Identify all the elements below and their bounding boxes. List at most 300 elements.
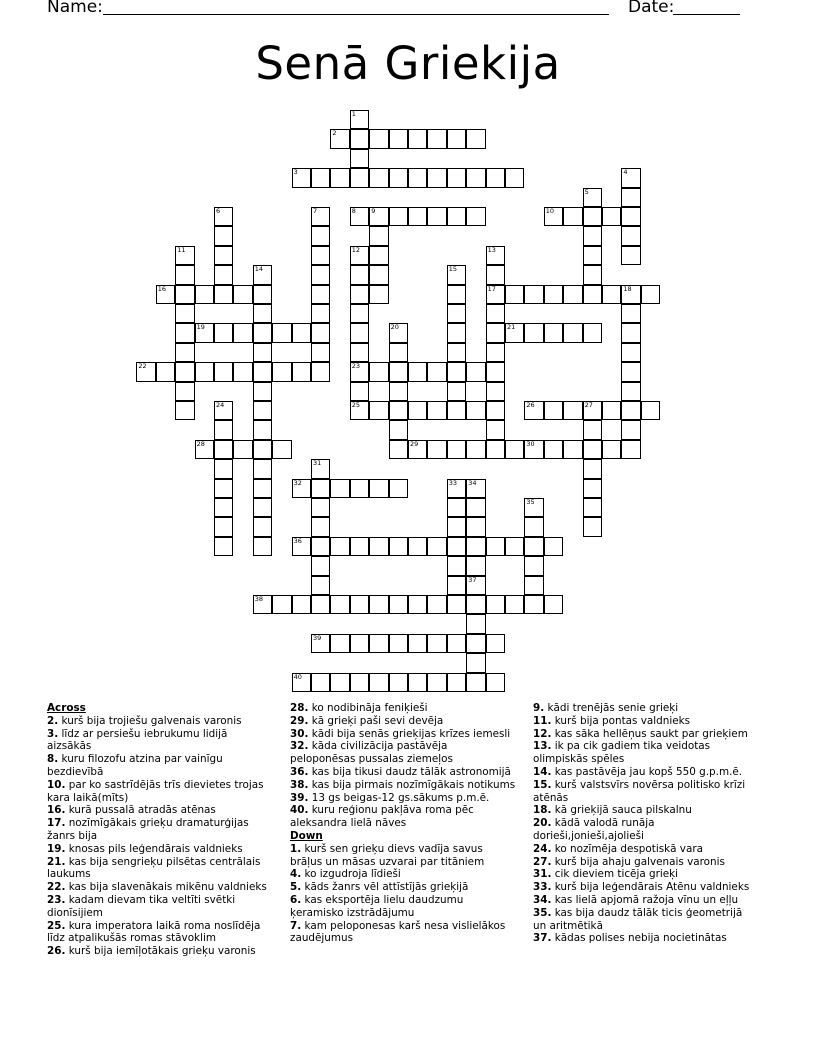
clue-item-text: kādi trenējās senie grieķi: [544, 702, 679, 714]
clue-item-text-cont: un aritmētikā: [533, 919, 603, 932]
grid-cell[interactable]: [292, 479, 311, 498]
grid-cell[interactable]: [524, 323, 543, 342]
clue-item-number: 21.: [47, 855, 66, 868]
clue-item-text: kadam dievam tika veltīti svētki: [65, 893, 236, 906]
grid-cell[interactable]: [214, 265, 233, 284]
grid-cell[interactable]: [427, 129, 446, 148]
grid-cell[interactable]: [330, 168, 349, 187]
grid-cell[interactable]: [447, 673, 466, 692]
grid-cell[interactable]: [253, 440, 272, 459]
grid-cell[interactable]: [350, 343, 369, 362]
grid-cell[interactable]: [447, 129, 466, 148]
grid-cell[interactable]: [583, 440, 602, 459]
grid-cell[interactable]: [602, 440, 621, 459]
grid-cell[interactable]: [466, 479, 485, 498]
grid-cell[interactable]: [524, 517, 543, 536]
clue-item-number: 40.: [290, 804, 309, 817]
grid-cell[interactable]: [621, 285, 640, 304]
grid-cell[interactable]: [292, 362, 311, 381]
clues-column-3: [533, 702, 773, 945]
grid-cell[interactable]: [505, 595, 524, 614]
grid-cell[interactable]: [447, 285, 466, 304]
clue-number: 37: [468, 575, 477, 584]
grid-cell[interactable]: [466, 440, 485, 459]
grid-cell[interactable]: [311, 323, 330, 342]
grid-cell[interactable]: [214, 537, 233, 556]
grid-cell[interactable]: [369, 246, 388, 265]
grid-cell[interactable]: [408, 207, 427, 226]
grid-cell[interactable]: [486, 440, 505, 459]
clue-item-number: 24.: [533, 842, 552, 855]
grid-cell[interactable]: [369, 265, 388, 284]
grid-cell[interactable]: [486, 304, 505, 323]
clue-item-number: 5.: [290, 881, 302, 894]
grid-cell[interactable]: [427, 362, 446, 381]
grid-cell[interactable]: [175, 343, 194, 362]
grid-cell[interactable]: [389, 595, 408, 614]
grid-cell[interactable]: [524, 576, 543, 595]
grid-cell[interactable]: [427, 634, 446, 653]
grid-cell[interactable]: [486, 673, 505, 692]
grid-cell[interactable]: [272, 362, 291, 381]
grid-cell[interactable]: [389, 323, 408, 342]
grid-cell[interactable]: [486, 362, 505, 381]
clue-item-text: kas bija slavenākais mikēnu valdnieks: [65, 881, 267, 894]
grid-cell[interactable]: [233, 285, 252, 304]
grid-cell[interactable]: [583, 498, 602, 517]
grid-cell[interactable]: [330, 595, 349, 614]
grid-cell[interactable]: [544, 323, 563, 342]
grid-cell[interactable]: [621, 226, 640, 245]
grid-cell[interactable]: [311, 634, 330, 653]
grid-cell[interactable]: [369, 401, 388, 420]
grid-cell[interactable]: [214, 440, 233, 459]
clue-item: [533, 804, 773, 817]
grid-cell[interactable]: [389, 129, 408, 148]
grid-cell[interactable]: [621, 420, 640, 439]
grid-cell[interactable]: [330, 479, 349, 498]
grid-cell[interactable]: [486, 634, 505, 653]
grid-cell[interactable]: [583, 265, 602, 284]
grid-cell[interactable]: [253, 537, 272, 556]
grid-cell[interactable]: [311, 556, 330, 575]
grid-cell[interactable]: [350, 265, 369, 284]
grid-cell[interactable]: [175, 304, 194, 323]
grid-cell[interactable]: [621, 207, 640, 226]
grid-cell[interactable]: [330, 537, 349, 556]
grid-cell[interactable]: [563, 401, 582, 420]
grid-cell[interactable]: [524, 498, 543, 517]
grid-cell[interactable]: [486, 168, 505, 187]
grid-cell[interactable]: [175, 401, 194, 420]
grid-cell[interactable]: [253, 362, 272, 381]
grid-cell[interactable]: [447, 323, 466, 342]
grid-cell[interactable]: [408, 673, 427, 692]
grid-cell[interactable]: [253, 382, 272, 401]
grid-cell[interactable]: [505, 537, 524, 556]
grid-cell[interactable]: [350, 673, 369, 692]
grid-cell[interactable]: [311, 673, 330, 692]
grid-cell[interactable]: [427, 440, 446, 459]
grid-cell[interactable]: [175, 382, 194, 401]
grid-cell[interactable]: [447, 537, 466, 556]
grid-cell[interactable]: [447, 343, 466, 362]
grid-cell[interactable]: [602, 207, 621, 226]
grid-cell[interactable]: [389, 420, 408, 439]
grid-cell[interactable]: [175, 265, 194, 284]
grid-cell[interactable]: [486, 537, 505, 556]
grid-cell[interactable]: [389, 362, 408, 381]
grid-cell[interactable]: [466, 168, 485, 187]
grid-cell[interactable]: [350, 129, 369, 148]
grid-cell[interactable]: [621, 401, 640, 420]
grid-cell[interactable]: [369, 168, 388, 187]
grid-cell[interactable]: [466, 673, 485, 692]
clue-item: [533, 856, 773, 869]
grid-cell[interactable]: [369, 673, 388, 692]
grid-cell[interactable]: [447, 207, 466, 226]
grid-cell[interactable]: [641, 285, 660, 304]
grid-cell[interactable]: [272, 323, 291, 342]
grid-cell[interactable]: [350, 246, 369, 265]
clue-item: [533, 843, 773, 856]
grid-cell[interactable]: [621, 188, 640, 207]
grid-cell[interactable]: [389, 207, 408, 226]
grid-cell[interactable]: [544, 401, 563, 420]
grid-cell[interactable]: [311, 498, 330, 517]
grid-cell[interactable]: [427, 168, 446, 187]
grid-cell[interactable]: [583, 285, 602, 304]
grid-cell[interactable]: [524, 537, 543, 556]
grid-cell[interactable]: [408, 634, 427, 653]
grid-cell[interactable]: [311, 246, 330, 265]
grid-cell[interactable]: [563, 207, 582, 226]
grid-cell[interactable]: [447, 556, 466, 575]
grid-cell[interactable]: [350, 207, 369, 226]
grid-cell[interactable]: [175, 246, 194, 265]
grid-cell[interactable]: [621, 323, 640, 342]
grid-cell[interactable]: [408, 129, 427, 148]
grid-cell[interactable]: [350, 362, 369, 381]
grid-cell[interactable]: [486, 401, 505, 420]
grid-cell[interactable]: [233, 362, 252, 381]
grid-cell[interactable]: [253, 479, 272, 498]
grid-cell[interactable]: [505, 285, 524, 304]
grid-cell[interactable]: [621, 440, 640, 459]
grid-cell[interactable]: [253, 285, 272, 304]
grid-cell[interactable]: [583, 323, 602, 342]
grid-cell[interactable]: [369, 129, 388, 148]
grid-cell[interactable]: [253, 265, 272, 284]
grid-cell[interactable]: [350, 149, 369, 168]
clue-item-number: 36.: [290, 765, 309, 778]
grid-cell[interactable]: [544, 537, 563, 556]
grid-cell[interactable]: [195, 362, 214, 381]
grid-cell[interactable]: [311, 207, 330, 226]
grid-cell[interactable]: [156, 362, 175, 381]
clue-number: 5: [584, 187, 589, 196]
grid-cell[interactable]: [408, 440, 427, 459]
grid-cell[interactable]: [427, 595, 446, 614]
grid-cell[interactable]: [214, 517, 233, 536]
grid-cell[interactable]: [311, 362, 330, 381]
grid-cell[interactable]: [350, 479, 369, 498]
grid-cell[interactable]: [350, 168, 369, 187]
grid-cell[interactable]: [389, 343, 408, 362]
grid-cell[interactable]: [466, 556, 485, 575]
clue-number: 35: [526, 498, 535, 506]
grid-cell[interactable]: [389, 168, 408, 187]
grid-cell[interactable]: [486, 382, 505, 401]
grid-cell[interactable]: [524, 285, 543, 304]
grid-cell[interactable]: [602, 285, 621, 304]
grid-cell[interactable]: [524, 401, 543, 420]
grid-cell[interactable]: [214, 479, 233, 498]
grid-cell[interactable]: [621, 362, 640, 381]
grid-cell[interactable]: [369, 226, 388, 245]
clue-item-text-cont: laukums: [47, 868, 91, 881]
grid-cell[interactable]: [292, 168, 311, 187]
grid-cell[interactable]: [408, 537, 427, 556]
grid-cell[interactable]: [505, 440, 524, 459]
grid-cell[interactable]: [311, 343, 330, 362]
grid-cell[interactable]: [583, 517, 602, 536]
grid-cell[interactable]: [350, 634, 369, 653]
grid-cell[interactable]: [214, 246, 233, 265]
grid-cell[interactable]: [524, 595, 543, 614]
clue-number: 2: [332, 129, 337, 138]
grid-cell[interactable]: [524, 556, 543, 575]
grid-cell[interactable]: [408, 595, 427, 614]
grid-cell[interactable]: [466, 207, 485, 226]
grid-cell[interactable]: [350, 285, 369, 304]
grid-cell[interactable]: [583, 459, 602, 478]
grid-cell[interactable]: [369, 479, 388, 498]
grid-cell[interactable]: [427, 401, 446, 420]
grid-cell[interactable]: [311, 459, 330, 478]
grid-cell[interactable]: [311, 479, 330, 498]
grid-cell[interactable]: [350, 323, 369, 342]
grid-cell[interactable]: [369, 537, 388, 556]
clue-item-number: 37.: [533, 932, 552, 945]
grid-cell[interactable]: [253, 420, 272, 439]
grid-cell[interactable]: [408, 401, 427, 420]
clue-item: [47, 881, 282, 894]
grid-cell[interactable]: [311, 576, 330, 595]
grid-cell[interactable]: [214, 207, 233, 226]
grid-cell[interactable]: [389, 440, 408, 459]
grid-cell[interactable]: [466, 595, 485, 614]
grid-cell[interactable]: [292, 323, 311, 342]
grid-cell[interactable]: [214, 459, 233, 478]
grid-cell[interactable]: [214, 498, 233, 517]
grid-cell[interactable]: [195, 285, 214, 304]
grid-cell[interactable]: [447, 498, 466, 517]
grid-cell[interactable]: [311, 304, 330, 323]
grid-cell[interactable]: [447, 168, 466, 187]
grid-cell[interactable]: [175, 285, 194, 304]
grid-cell[interactable]: [311, 595, 330, 614]
grid-cell[interactable]: [583, 188, 602, 207]
clue-item-text-cont: līdz atpalikušās romas stāvoklim: [47, 932, 216, 945]
grid-cell[interactable]: [641, 401, 660, 420]
grid-cell[interactable]: [466, 401, 485, 420]
grid-cell[interactable]: [621, 382, 640, 401]
grid-cell[interactable]: [427, 673, 446, 692]
grid-cell[interactable]: [253, 498, 272, 517]
grid-cell[interactable]: [466, 653, 485, 672]
grid-cell[interactable]: [447, 362, 466, 381]
grid-cell[interactable]: [466, 537, 485, 556]
clue-item-text-cont: zaudējumus: [290, 932, 353, 945]
grid-cell[interactable]: [350, 110, 369, 129]
grid-cell[interactable]: [350, 304, 369, 323]
grid-cell[interactable]: [350, 595, 369, 614]
grid-cell[interactable]: [369, 207, 388, 226]
grid-cell[interactable]: [292, 673, 311, 692]
grid-cell[interactable]: [214, 226, 233, 245]
grid-cell[interactable]: [447, 401, 466, 420]
grid-cell[interactable]: [466, 614, 485, 633]
grid-cell[interactable]: [447, 576, 466, 595]
grid-cell[interactable]: [544, 285, 563, 304]
grid-cell[interactable]: [486, 265, 505, 284]
grid-cell[interactable]: [466, 129, 485, 148]
grid-cell[interactable]: [621, 343, 640, 362]
grid-cell[interactable]: [233, 323, 252, 342]
grid-cell[interactable]: [486, 343, 505, 362]
clue-item-number: 32.: [290, 740, 309, 753]
grid-cell[interactable]: [466, 517, 485, 536]
grid-cell[interactable]: [214, 420, 233, 439]
grid-cell[interactable]: [253, 343, 272, 362]
grid-cell[interactable]: [447, 517, 466, 536]
grid-cell[interactable]: [486, 246, 505, 265]
grid-cell[interactable]: [447, 634, 466, 653]
grid-cell[interactable]: [311, 537, 330, 556]
grid-cell[interactable]: [311, 517, 330, 536]
grid-cell[interactable]: [233, 440, 252, 459]
grid-cell[interactable]: [350, 382, 369, 401]
grid-cell[interactable]: [389, 634, 408, 653]
grid-cell[interactable]: [292, 595, 311, 614]
grid-cell[interactable]: [447, 304, 466, 323]
grid-cell[interactable]: [311, 265, 330, 284]
grid-cell[interactable]: [486, 595, 505, 614]
grid-cell[interactable]: [486, 323, 505, 342]
clue-item-text-cont: atēnās: [533, 791, 569, 804]
grid-cell[interactable]: [408, 168, 427, 187]
grid-cell[interactable]: [466, 634, 485, 653]
grid-cell[interactable]: [427, 207, 446, 226]
grid-cell[interactable]: [486, 285, 505, 304]
grid-cell[interactable]: [544, 207, 563, 226]
grid-cell[interactable]: [253, 595, 272, 614]
grid-cell[interactable]: [408, 362, 427, 381]
grid-cell[interactable]: [447, 265, 466, 284]
grid-cell[interactable]: [466, 498, 485, 517]
grid-cell[interactable]: [583, 401, 602, 420]
grid-cell[interactable]: [214, 401, 233, 420]
clue-item-number: 27.: [533, 855, 552, 868]
grid-cell[interactable]: [292, 537, 311, 556]
grid-cell[interactable]: [369, 285, 388, 304]
grid-cell[interactable]: [369, 362, 388, 381]
grid-cell[interactable]: [214, 285, 233, 304]
grid-cell[interactable]: [563, 285, 582, 304]
grid-cell[interactable]: [621, 304, 640, 323]
grid-cell[interactable]: [389, 673, 408, 692]
grid-cell[interactable]: [583, 246, 602, 265]
grid-cell[interactable]: [253, 401, 272, 420]
grid-cell[interactable]: [583, 479, 602, 498]
grid-cell[interactable]: [466, 576, 485, 595]
grid-cell[interactable]: [389, 382, 408, 401]
grid-cell[interactable]: [583, 226, 602, 245]
grid-cell[interactable]: [253, 517, 272, 536]
grid-cell[interactable]: [427, 537, 446, 556]
grid-cell[interactable]: [272, 595, 291, 614]
grid-cell[interactable]: [311, 168, 330, 187]
grid-cell[interactable]: [544, 595, 563, 614]
grid-cell[interactable]: [156, 285, 175, 304]
grid-cell[interactable]: [563, 440, 582, 459]
grid-cell[interactable]: [369, 595, 388, 614]
clue-item: [290, 702, 525, 715]
grid-cell[interactable]: [330, 634, 349, 653]
grid-cell[interactable]: [214, 323, 233, 342]
grid-cell[interactable]: [447, 382, 466, 401]
grid-cell[interactable]: [583, 420, 602, 439]
grid-cell[interactable]: [621, 168, 640, 187]
grid-cell[interactable]: [524, 440, 543, 459]
grid-cell[interactable]: [214, 362, 233, 381]
grid-cell[interactable]: [175, 323, 194, 342]
grid-cell[interactable]: [330, 129, 349, 148]
grid-cell[interactable]: [272, 440, 291, 459]
grid-cell[interactable]: [369, 634, 388, 653]
grid-cell[interactable]: [253, 459, 272, 478]
grid-cell[interactable]: [621, 246, 640, 265]
grid-cell[interactable]: [447, 595, 466, 614]
grid-cell[interactable]: [350, 401, 369, 420]
clue-number: 19: [196, 323, 205, 332]
grid-cell[interactable]: [195, 440, 214, 459]
grid-cell[interactable]: [311, 226, 330, 245]
grid-cell[interactable]: [563, 323, 582, 342]
grid-cell[interactable]: [195, 323, 214, 342]
grid-cell[interactable]: [505, 168, 524, 187]
grid-cell[interactable]: [330, 673, 349, 692]
grid-cell[interactable]: [136, 362, 155, 381]
grid-cell[interactable]: [389, 537, 408, 556]
grid-cell[interactable]: [253, 323, 272, 342]
grid-cell[interactable]: [389, 479, 408, 498]
grid-cell[interactable]: [602, 401, 621, 420]
grid-cell[interactable]: [544, 440, 563, 459]
grid-cell[interactable]: [466, 362, 485, 381]
grid-cell[interactable]: [311, 285, 330, 304]
grid-cell[interactable]: [350, 537, 369, 556]
grid-cell[interactable]: [505, 323, 524, 342]
grid-cell[interactable]: [583, 207, 602, 226]
grid-cell[interactable]: [447, 440, 466, 459]
grid-cell[interactable]: [389, 401, 408, 420]
grid-cell[interactable]: [253, 304, 272, 323]
grid-cell[interactable]: [175, 362, 194, 381]
grid-cell[interactable]: [447, 479, 466, 498]
grid-cell[interactable]: [486, 420, 505, 439]
